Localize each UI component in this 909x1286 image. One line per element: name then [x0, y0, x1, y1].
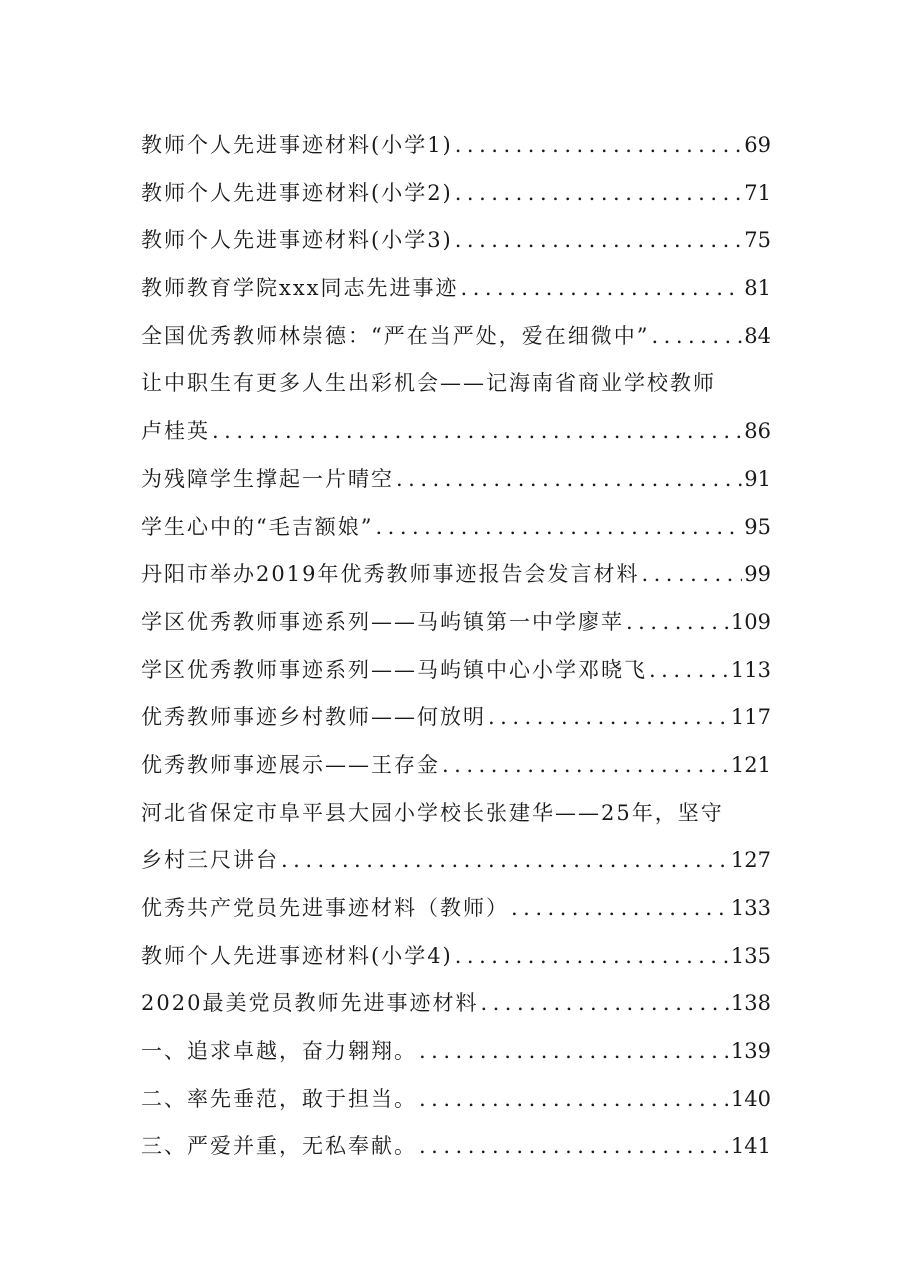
toc-entry-title: 教师个人先进事迹材料(小学3)	[141, 228, 453, 253]
toc-entry-page: 71	[744, 180, 771, 205]
toc-entry-page: 95	[744, 514, 771, 539]
dot-leader	[641, 551, 742, 599]
toc-entry-title-line1: 让中职生有更多人生出彩机会——记海南省商业学校教师	[141, 371, 716, 396]
toc-entry-title: 2020最美党员教师先进事迹材料	[141, 991, 479, 1016]
dot-leader	[455, 933, 729, 981]
toc-entry-title: 学生心中的“毛吉额娘”	[141, 514, 374, 539]
toc-entry[interactable]	[141, 122, 771, 170]
toc-entry[interactable]	[141, 980, 771, 1028]
toc-entry-page: 86	[744, 419, 771, 444]
toc-entry-title: 卢桂英	[141, 419, 210, 444]
toc-entry-page: 133	[730, 896, 771, 920]
toc-entry-page: 91	[744, 466, 771, 491]
toc-entry-title: 教师个人先进事迹材料(小学4)	[141, 943, 453, 968]
toc-entry[interactable]	[141, 599, 771, 647]
toc-entry-title: 学区优秀教师事迹系列——马屿镇中心小学邓晓飞	[141, 657, 647, 682]
toc-entry-title: 丹阳市举办2019年优秀教师事迹报告会发言材料	[141, 562, 640, 587]
toc-entry-page: 127	[730, 848, 771, 873]
toc-entry[interactable]	[141, 265, 771, 313]
dot-leader	[419, 1028, 729, 1076]
dot-leader	[419, 1076, 729, 1124]
dot-leader	[461, 265, 743, 313]
dot-leader	[488, 694, 729, 742]
toc-entry-title: 一、追求卓越，奋力翱翔。	[141, 1039, 417, 1064]
toc-entry-page: 141	[730, 1134, 771, 1159]
dot-leader	[455, 170, 743, 218]
dot-leader	[375, 504, 742, 552]
toc-entry[interactable]	[141, 408, 771, 456]
toc-entry-page: 113	[730, 657, 771, 682]
toc-entry-title: 优秀教师事迹展示——王存金	[141, 752, 440, 777]
toc-entry[interactable]	[141, 217, 771, 265]
toc-entry-page: 81	[744, 276, 771, 301]
dot-leader	[396, 456, 742, 504]
toc-entry-page: 121	[730, 752, 771, 777]
toc-entry-page: 109	[730, 609, 771, 634]
toc-entry-title: 优秀教师事迹乡村教师——何放明	[141, 705, 486, 730]
dot-leader	[419, 1123, 729, 1171]
dot-leader	[455, 217, 743, 265]
toc-entry[interactable]	[141, 551, 771, 599]
toc-entry[interactable]	[141, 504, 771, 552]
table-of-contents	[141, 122, 771, 1171]
toc-entry-title: 教师个人先进事迹材料(小学1)	[141, 133, 453, 157]
toc-entry-title: 三、严爱并重，无私奉献。	[141, 1134, 417, 1159]
toc-entry-title: 二、率先垂范，敢于担当。	[141, 1086, 417, 1111]
toc-entry-title: 乡村三尺讲台	[141, 848, 279, 873]
toc-entry[interactable]	[141, 1028, 771, 1076]
toc-entry[interactable]	[141, 694, 771, 742]
dot-leader	[480, 980, 728, 1028]
toc-entry[interactable]	[141, 885, 771, 933]
toc-entry-title-wrap[interactable]	[141, 360, 771, 408]
toc-entry-page: 117	[730, 705, 771, 730]
toc-entry-page: 140	[730, 1086, 771, 1111]
toc-entry-page: 138	[730, 991, 771, 1016]
toc-entry[interactable]	[141, 742, 771, 790]
dot-leader	[649, 647, 729, 695]
toc-entry-page: 139	[730, 1039, 771, 1064]
toc-entry-title: 为残障学生撑起一片晴空	[141, 466, 394, 491]
toc-entry-title: 教师教育学院xxx同志先进事迹	[141, 276, 459, 301]
toc-entry-title: 优秀共产党员先进事迹材料（教师）	[141, 896, 509, 920]
toc-entry[interactable]	[141, 456, 771, 504]
toc-entry-title-wrap[interactable]	[141, 790, 771, 838]
toc-entry-title-line1: 河北省保定市阜平县大园小学校长张建华——25年，坚守	[141, 800, 724, 825]
dot-leader	[281, 837, 729, 885]
dot-leader	[455, 122, 743, 170]
toc-entry-page: 69	[744, 133, 771, 157]
toc-entry[interactable]	[141, 313, 771, 361]
toc-entry-title: 全国优秀教师林崇德：“严在当严处，爱在细微中”	[141, 323, 650, 348]
toc-entry[interactable]	[141, 1076, 771, 1124]
toc-entry[interactable]	[141, 170, 771, 218]
toc-entry[interactable]	[141, 933, 771, 981]
toc-entry[interactable]	[141, 647, 771, 695]
toc-entry-page: 75	[744, 228, 771, 253]
toc-entry-title: 教师个人先进事迹材料(小学2)	[141, 180, 453, 205]
toc-entry[interactable]	[141, 1123, 771, 1171]
dot-leader	[651, 313, 742, 361]
dot-leader	[442, 742, 729, 790]
toc-entry-page: 84	[744, 323, 771, 348]
toc-entry-title: 学区优秀教师事迹系列——马屿镇第一中学廖苹	[141, 609, 624, 634]
dot-leader	[212, 408, 742, 456]
toc-entry-page: 99	[744, 562, 771, 587]
toc-entry[interactable]	[141, 837, 771, 885]
toc-entry-page: 135	[730, 943, 771, 968]
dot-leader	[626, 599, 729, 647]
dot-leader	[511, 885, 729, 933]
